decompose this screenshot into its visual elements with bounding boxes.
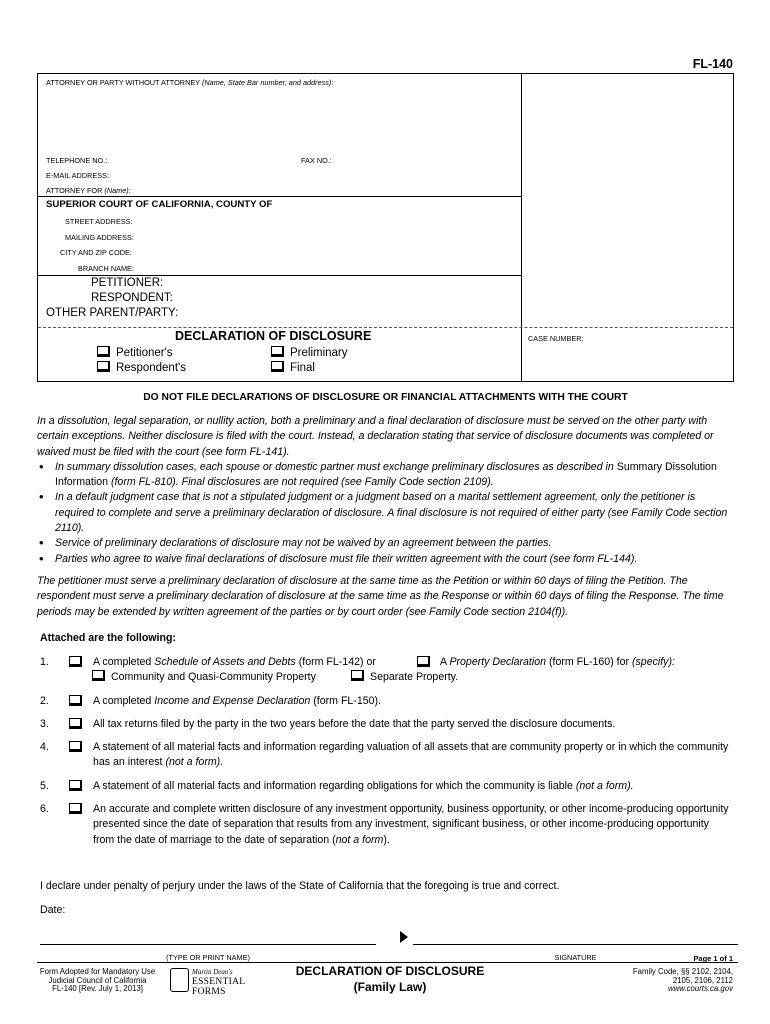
bullet-item: • Parties who agree to waive final declarations of disclosure must file their written agreement with the court (see form FL-144). [37,552,734,567]
notice-heading: DO NOT FILE DECLARATIONS OF DISCLOSURE OR FINANCIAL ATTACHMENTS WITH THE COURT [143,392,628,403]
email-label: E-MAIL ADDRESS: [46,171,109,180]
form-id: FL-140 [692,57,733,71]
footer-divider [37,962,738,963]
item-3-checkbox[interactable] [69,718,82,729]
bullet-item: • In summary dissolution cases, each spouse or domestic partner must exchange preliminary disclosures as described in Summary Dissolution Information (form FL-810). Final disclosures are not required (see Family Code section 2109). [37,460,734,491]
item-6-checkbox[interactable] [69,803,82,814]
attorney-for-label: ATTORNEY FOR (Name): [46,186,131,195]
form-adopted: Form Adopted for Mandatory Use Judicial Council of California FL-140 [Rev. July 1, 2013] [39,967,156,993]
telephone-label: TELEPHONE NO.: [46,156,108,165]
declaration-title: DECLARATION OF DISCLOSURE [175,329,372,343]
petitioner-option[interactable]: Petitioner's [97,346,173,359]
instructions [37,414,734,620]
street-label: STREET ADDRESS: [65,217,133,226]
logo-icon [170,968,189,992]
name-line[interactable] [40,944,376,945]
timing-paragraph: The petitioner must serve a preliminary declaration of disclosure at the same time as the Petition or within 60 days of filing the Petition. The respondent must serve a preliminary declaration of disclosure at the same time as the Response or within 60 days of filing the Response. The time periods may be extended by written agreement of the parties or by court order (see Family Code section 2104(f)). [37,574,724,618]
branch-label: BRANCH NAME: [78,264,134,273]
item-2-checkbox[interactable] [69,695,82,706]
community-property-option[interactable]: Community and Quasi-Community Property [92,670,316,685]
item-1-checkbox[interactable] [69,656,82,667]
property-declaration-checkbox[interactable] [417,656,430,667]
date-label: Date: [40,904,66,916]
intro-paragraph: In a dissolution, legal separation, or nullity action, both a preliminary and a final declaration of disclosure must be served on the other party with certain exceptions. Neither disclosure is filed with the court. Instead, a declaration stating that service of disclosure documents was completed or waived must be filed with the court (see form FL-141). [37,415,714,458]
attached-heading: Attached are the following: [40,632,176,644]
footer-code: Family Code, §§ 2102, 2104, 2105, 2106, 2112 www.courts.ca.gov [632,967,733,993]
bullet-item: • In a default judgment case that is not a stipulated judgment or a judgment based on a marital settlement agreement, only the petitioner is required to complete and serve a preliminary declaration of disclosure. A final disclosure is not required of either party (see Family Code section 2110). [37,490,734,536]
essential-forms-logo: Martin Dean's ESSENTIAL FORMS [170,968,260,994]
item-5-checkbox[interactable] [69,780,82,791]
city-label: CITY AND ZIP CODE: [60,248,132,257]
attorney-label: ATTORNEY OR PARTY WITHOUT ATTORNEY (Name, State Bar number, and address): [46,78,334,87]
caption-divider [521,74,522,381]
respondent-option[interactable]: Respondent's [97,361,186,374]
preliminary-checkbox[interactable] [271,346,284,357]
preliminary-option[interactable]: Preliminary [271,346,348,359]
final-checkbox[interactable] [271,361,284,372]
case-number-label: CASE NUMBER: [528,334,584,343]
caption-box [37,73,734,382]
arrow-right-icon [400,931,408,943]
other-party-label: OTHER PARENT/PARTY: [46,307,179,319]
signature-label: SIGNATURE [554,953,597,962]
mailing-label: MAILING ADDRESS: [65,233,134,242]
separate-property-checkbox[interactable] [351,670,364,681]
courts-link[interactable]: www.courts.ca.gov [668,984,733,993]
declaration-statement: I declare under penalty of perjury under the laws of the State of California that the foregoing is true and correct. [40,880,560,892]
signature-line[interactable] [413,944,738,945]
petitioner-checkbox[interactable] [97,346,110,357]
type-name-label: (TYPE OR PRINT NAME) [166,953,250,962]
petitioner-label: PETITIONER: [91,277,164,289]
respondent-label: RESPONDENT: [91,292,173,304]
court-label: SUPERIOR COURT OF CALIFORNIA, COUNTY OF [46,199,273,210]
dashed-divider [38,327,733,328]
bullet-item: • Service of preliminary declarations of disclosure may not be waived by an agreement between the parties. [37,536,734,551]
divider [38,196,521,197]
final-option[interactable]: Final [271,361,315,374]
community-property-checkbox[interactable] [92,670,105,681]
page-number: Page 1 of 1 [693,954,733,963]
divider [38,275,521,276]
footer-title: DECLARATION OF DISCLOSURE (Family Law) [295,964,485,994]
fax-label: FAX NO.: [301,156,332,165]
separate-property-option[interactable]: Separate Property. [351,670,458,685]
respondent-checkbox[interactable] [97,361,110,372]
item-4-checkbox[interactable] [69,741,82,752]
